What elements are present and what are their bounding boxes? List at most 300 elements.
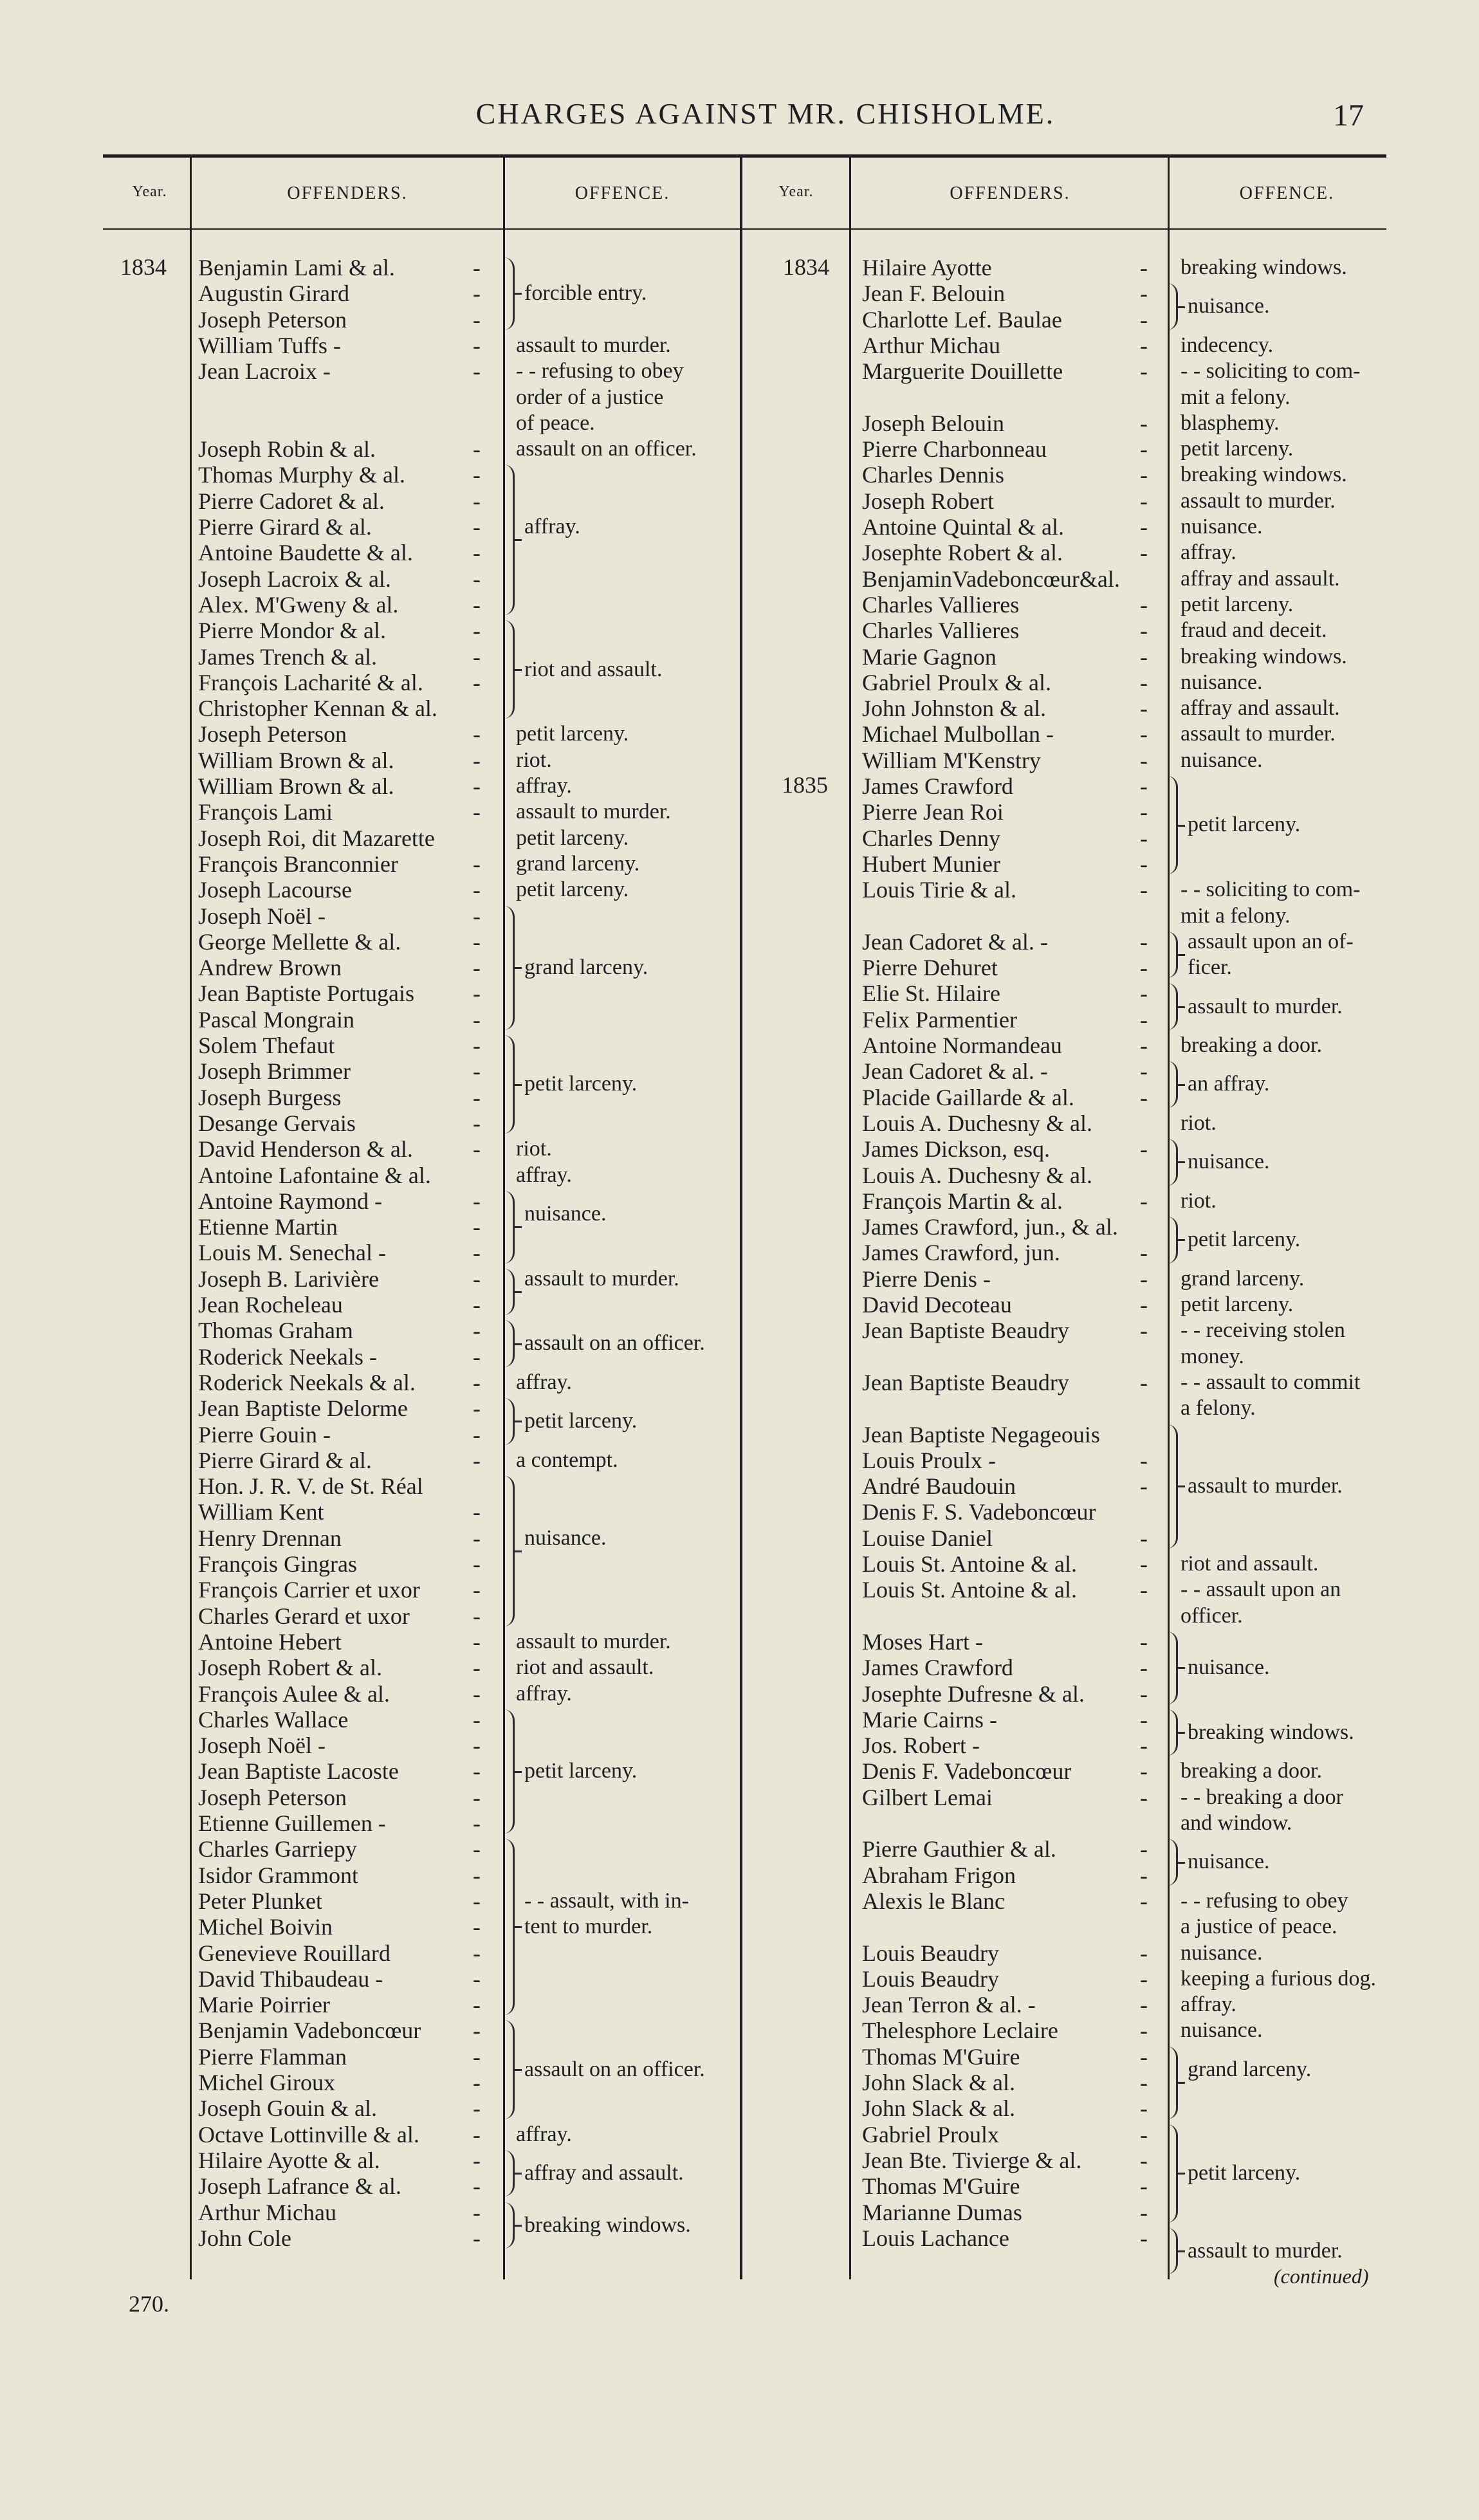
group-offence-text: petit larceny.	[1188, 813, 1301, 837]
group-brace	[504, 1035, 515, 1134]
offender-name: Alex. M'Gweny & al.	[198, 591, 399, 618]
offender-name: William Brown & al.	[198, 747, 394, 773]
offender-name: Gilbert Lemai	[862, 1784, 993, 1810]
offender-name: Louis M. Senechal -	[198, 1240, 386, 1266]
offender-name: John Slack & al.	[862, 2095, 1015, 2122]
leader-dash: -	[473, 2095, 481, 2122]
offender-name: Jean Baptiste Beaudry	[862, 1318, 1069, 1344]
offender-name: Joseph Lafrance & al.	[198, 2173, 401, 2200]
group-brace	[1167, 2124, 1178, 2223]
leader-dash: -	[1140, 306, 1148, 333]
offence-text: affray.	[1180, 540, 1236, 565]
offender-name: François Lami	[198, 799, 333, 825]
leader-dash: -	[1140, 1706, 1148, 1733]
offender-name: Pierre Cadoret & al.	[198, 488, 385, 514]
offender-name: Jean Cadoret & al. -	[862, 928, 1048, 955]
leader-dash: -	[1140, 721, 1148, 748]
offender-name: Denis F. Vadeboncœur	[862, 1758, 1072, 1785]
group-brace	[1167, 1061, 1178, 1108]
leader-dash: -	[473, 1577, 481, 1603]
leader-dash: -	[473, 1551, 481, 1577]
offence-text: affray.	[516, 1163, 572, 1187]
leader-dash: -	[1140, 591, 1148, 618]
offender-name: Thomas M'Guire	[862, 2173, 1020, 2200]
offender-name: Pierre Jean Roi	[862, 799, 1004, 825]
leader-dash: -	[473, 514, 481, 540]
offence-text: - - receiving stolen	[1180, 1318, 1345, 1343]
offence-text: petit larceny.	[516, 825, 629, 850]
col-offence-left: OFFENCE.	[574, 183, 670, 203]
offender-name: Joseph Belouin	[862, 410, 1004, 436]
leader-dash: -	[473, 1940, 481, 1966]
offender-name: Michel Boivin	[198, 1914, 333, 1940]
offender-name: François Branconnier	[198, 851, 398, 877]
offender-name: François Lacharité & al.	[198, 669, 423, 695]
col-year-right: Year.	[778, 183, 814, 200]
leader-dash: -	[1140, 1240, 1148, 1266]
offence-text: assault to murder.	[516, 333, 671, 357]
group-offence-text: forcible entry.	[524, 281, 647, 306]
leader-dash: -	[473, 1214, 481, 1240]
offender-name: Jean Baptiste Delorme	[198, 1395, 408, 1422]
offender-name: Joseph Brimmer	[198, 1058, 351, 1085]
offence-text: assault to murder.	[516, 1629, 671, 1653]
offence-text: a felony.	[1180, 1396, 1256, 1421]
offence-text: petit larceny.	[516, 722, 629, 746]
offence-text: and window.	[1180, 1811, 1292, 1835]
leader-dash: -	[473, 2173, 481, 2200]
group-brace	[504, 1398, 515, 1445]
group-brace	[504, 1191, 515, 1264]
group-offence-text: riot and assault.	[524, 657, 663, 681]
group-brace	[1167, 776, 1178, 874]
offence-text: mit a felony.	[1180, 903, 1291, 928]
group-brace	[504, 2150, 515, 2197]
leader-dash: -	[1140, 1758, 1148, 1785]
page-number: 17	[1333, 98, 1364, 133]
leader-dash: -	[1140, 643, 1148, 670]
offence-text: affray.	[516, 1370, 572, 1394]
offender-name: Antoine Hebert	[198, 1628, 342, 1655]
leader-dash: -	[473, 1914, 481, 1940]
offence-text: breaking a door.	[1180, 1759, 1322, 1783]
offender-name: Thelesphore Leclaire	[862, 2018, 1058, 2044]
leader-dash: -	[473, 1628, 481, 1655]
offender-name: Joseph Robert & al.	[198, 1655, 382, 1681]
offender-name: Joseph Gouin & al.	[198, 2095, 377, 2122]
year-label-left: 1834	[120, 254, 167, 280]
offender-name: Antoine Raymond -	[198, 1188, 382, 1214]
offender-name: Joseph Robert	[862, 488, 994, 514]
offender-name: Roderick Neekals & al.	[198, 1369, 416, 1395]
leader-dash: -	[1140, 1033, 1148, 1058]
group-offence-text: petit larceny.	[524, 1072, 638, 1096]
offence-text: riot.	[1180, 1110, 1217, 1135]
year-label-right-1834: 1834	[783, 254, 829, 280]
offence-text: petit larceny.	[1180, 1292, 1294, 1316]
offender-name: Jean Cadoret & al. -	[862, 1058, 1048, 1085]
offender-name: Louis A. Duchesny & al.	[862, 1110, 1092, 1136]
group-brace	[504, 257, 515, 330]
offender-name: François Aulee & al.	[198, 1680, 390, 1707]
group-brace	[1167, 283, 1178, 330]
continued-note: (continued)	[1274, 2265, 1369, 2288]
left-year-divider	[190, 156, 192, 2279]
group-brace	[1167, 1217, 1178, 1264]
leader-dash: -	[1140, 851, 1148, 877]
leader-dash: -	[473, 436, 481, 463]
group-brace	[1167, 2046, 1178, 2119]
offence-text: order of a justice	[516, 385, 664, 409]
offender-name: David Decoteau	[862, 1292, 1012, 1318]
leader-dash: -	[1140, 1733, 1148, 1759]
leader-dash: -	[1140, 1940, 1148, 1966]
group-offence-text: breaking windows.	[524, 2212, 691, 2237]
leader-dash: -	[1140, 436, 1148, 463]
leader-dash: -	[473, 2225, 481, 2251]
leader-dash: -	[473, 643, 481, 670]
group-offence-text: nuisance.	[524, 1525, 607, 1550]
offender-name: Josephte Dufresne & al.	[862, 1680, 1085, 1707]
leader-dash: -	[1140, 1136, 1148, 1163]
leader-dash: -	[1140, 1628, 1148, 1655]
offence-text: affray.	[516, 2122, 572, 2146]
offender-name: Etienne Guillemen -	[198, 1810, 386, 1836]
offender-name: Hilaire Ayotte	[862, 255, 992, 281]
leader-dash: -	[1140, 410, 1148, 436]
offender-name: Pierre Girard & al.	[198, 1447, 372, 1473]
offender-name: Benjamin Vadeboncœur	[198, 2018, 421, 2044]
offender-name: Antoine Quintal & al.	[862, 514, 1064, 540]
offence-text: blasphemy.	[1180, 410, 1280, 435]
offence-text: - - refusing to obey	[1180, 1888, 1348, 1913]
col-offenders-left: OFFENDERS.	[287, 183, 408, 203]
offender-name: François Carrier et uxor	[198, 1577, 420, 1603]
offender-name: BenjaminVadeboncœur&al.	[862, 566, 1120, 592]
leader-dash: -	[473, 1084, 481, 1110]
group-brace	[504, 2020, 515, 2119]
leader-dash: -	[473, 1265, 481, 1292]
group-offence-text: petit larceny.	[524, 1409, 638, 1433]
offence-text: a contempt.	[516, 1448, 618, 1472]
leader-dash: -	[1140, 955, 1148, 981]
leader-dash: -	[1140, 1084, 1148, 1110]
leader-dash: -	[473, 1706, 481, 1733]
offender-name: Antoine Baudette & al.	[198, 540, 413, 566]
offence-text: riot.	[516, 1137, 552, 1161]
leader-dash: -	[473, 747, 481, 773]
offender-name: Joseph B. Larivière	[198, 1265, 379, 1292]
offender-name: Joseph Burgess	[198, 1084, 342, 1110]
offence-text: assault to murder.	[1180, 722, 1336, 746]
leader-dash: -	[473, 358, 481, 385]
offender-name: Alexis le Blanc	[862, 1888, 1005, 1914]
group-brace	[1167, 932, 1178, 979]
offender-name: Antoine Normandeau	[862, 1033, 1062, 1058]
leader-dash: -	[473, 2018, 481, 2044]
offender-name: Octave Lottinville & al.	[198, 2121, 419, 2148]
leader-dash: -	[1140, 747, 1148, 773]
group-brace	[1167, 1709, 1178, 1756]
group-offence-text: nuisance.	[1188, 294, 1270, 318]
leader-dash: -	[473, 1318, 481, 1344]
leader-dash: -	[473, 799, 481, 825]
year-label-right-1835: 1835	[782, 772, 828, 798]
offender-name: André Baudouin	[862, 1473, 1016, 1500]
offender-name: Joseph Peterson	[198, 306, 347, 333]
offence-text: - - refusing to obey	[516, 359, 684, 383]
offence-text: grand larceny.	[516, 851, 640, 876]
offence-text: assault to murder.	[1180, 488, 1336, 513]
col-year-left: Year.	[132, 183, 167, 200]
leader-dash: -	[1140, 799, 1148, 825]
offence-text: - - breaking a door	[1180, 1785, 1344, 1809]
offender-name: Pierre Mondor & al.	[198, 618, 386, 644]
group-offence-text: - - assault, with in-	[524, 1888, 689, 1913]
offender-name: Joseph Peterson	[198, 721, 347, 748]
leader-dash: -	[1140, 1965, 1148, 1992]
offender-name: William M'Kenstry	[862, 747, 1041, 773]
leader-dash: -	[1140, 1473, 1148, 1500]
offender-name: Louis Beaudry	[862, 1965, 999, 1992]
leader-dash: -	[473, 1758, 481, 1785]
leader-dash: -	[473, 1395, 481, 1422]
offence-text: riot and assault.	[1180, 1552, 1319, 1576]
leader-dash: -	[473, 1655, 481, 1681]
leader-dash: -	[1140, 980, 1148, 1007]
offender-name: Jos. Robert -	[862, 1733, 980, 1759]
leader-dash: -	[1140, 255, 1148, 281]
offender-name: Pierre Flamman	[198, 2043, 347, 2070]
offender-name: Louise Daniel	[862, 1525, 993, 1551]
offender-name: Pierre Gauthier & al.	[862, 1836, 1056, 1862]
leader-dash: -	[473, 2070, 481, 2095]
offender-name: Thomas M'Guire	[862, 2043, 1020, 2070]
offender-name: Jean Baptiste Negageouis	[862, 1421, 1100, 1448]
offence-text: fraud and deceit.	[1180, 618, 1327, 643]
leader-dash: -	[473, 669, 481, 695]
offence-text: nuisance.	[1180, 1940, 1263, 1965]
offender-name: Charlotte Lef. Baulae	[862, 306, 1062, 333]
offender-name: Louis A. Duchesny & al.	[862, 1162, 1092, 1188]
offender-name: Henry Drennan	[198, 1525, 342, 1551]
offender-name: Charles Dennis	[862, 462, 1004, 488]
offender-name: Jean Baptiste Beaudry	[862, 1369, 1069, 1395]
group-offence-text: nuisance.	[1188, 1655, 1270, 1680]
offender-name: Hon. J. R. V. de St. Réal	[198, 1473, 423, 1500]
leader-dash: -	[1140, 1862, 1148, 1888]
leader-dash: -	[473, 903, 481, 929]
offender-name: Jean Baptiste Lacoste	[198, 1758, 399, 1785]
offence-text: - - soliciting to com-	[1180, 359, 1361, 383]
leader-dash: -	[473, 2147, 481, 2173]
offender-name: Charles Denny	[862, 825, 1000, 851]
offender-name: Joseph Roi, dit Mazarette	[198, 825, 435, 851]
offence-text: mit a felony.	[1180, 385, 1291, 409]
group-offence-text: grand larceny.	[524, 955, 648, 980]
group-brace	[1167, 1139, 1178, 1186]
offender-name: Pierre Gouin -	[198, 1421, 331, 1448]
leader-dash: -	[1140, 1784, 1148, 1810]
leader-dash: -	[473, 1058, 481, 1085]
leader-dash: -	[473, 980, 481, 1007]
offender-name: François Martin & al.	[862, 1188, 1063, 1214]
leader-dash: -	[473, 2199, 481, 2225]
group-offence-text: grand larceny.	[1188, 2057, 1312, 2081]
offender-name: Joseph Lacroix & al.	[198, 566, 391, 592]
offence-text: riot.	[1180, 1188, 1217, 1213]
offence-text: - - assault to commit	[1180, 1370, 1361, 1394]
offender-name: Charles Wallace	[198, 1706, 349, 1733]
leader-dash: -	[473, 306, 481, 333]
offender-name: Charles Vallieres	[862, 591, 1020, 618]
offence-text: riot.	[516, 748, 552, 772]
leader-dash: -	[473, 1421, 481, 1448]
leader-dash: -	[1140, 2225, 1148, 2251]
offender-name: William Tuffs -	[198, 332, 341, 358]
offender-name: Joseph Peterson	[198, 1784, 347, 1810]
offence-text: indecency.	[1180, 333, 1274, 357]
right-year-divider	[849, 156, 851, 2279]
offender-name: Marianne Dumas	[862, 2199, 1022, 2225]
leader-dash: -	[473, 1136, 481, 1163]
offender-name: James Crawford	[862, 773, 1013, 799]
leader-dash: -	[473, 1447, 481, 1473]
offender-name: Elie St. Hilaire	[862, 980, 1000, 1007]
group-offence-text: petit larceny.	[524, 1759, 638, 1783]
leader-dash: -	[473, 488, 481, 514]
group-offence-text: nuisance.	[1188, 1150, 1270, 1174]
offender-name: Desange Gervais	[198, 1110, 356, 1136]
offender-name: Marie Cairns -	[862, 1706, 997, 1733]
offender-name: William Brown & al.	[198, 773, 394, 799]
leader-dash: -	[473, 1992, 481, 2018]
leader-dash: -	[473, 591, 481, 618]
offender-name: Genevieve Rouillard	[198, 1940, 390, 1966]
offender-name: Christopher Kennan & al.	[198, 695, 437, 722]
leader-dash: -	[473, 1965, 481, 1992]
offender-name: Jean Rocheleau	[198, 1292, 343, 1318]
offender-name: Etienne Martin	[198, 1214, 338, 1240]
group-brace	[1167, 1839, 1178, 1886]
leader-dash: -	[1140, 540, 1148, 566]
offender-name: Marie Gagnon	[862, 643, 997, 670]
offender-name: James Crawford, jun.	[862, 1240, 1060, 1266]
group-offence-text: assault to murder.	[1188, 2238, 1343, 2263]
offender-name: Jean Bte. Tivierge & al.	[862, 2147, 1082, 2173]
offence-text: breaking windows.	[1180, 463, 1347, 487]
group-offence-text: assault upon an of-	[1188, 929, 1354, 953]
offender-name: Benjamin Lami & al.	[198, 255, 395, 281]
offender-name: Joseph Noël -	[198, 1733, 326, 1759]
group-brace	[1167, 983, 1178, 1030]
leader-dash: -	[1140, 1447, 1148, 1473]
leader-dash: -	[1140, 281, 1148, 307]
offender-name: Arthur Michau	[198, 2199, 336, 2225]
offence-text: breaking a door.	[1180, 1033, 1322, 1057]
leader-dash: -	[473, 2121, 481, 2148]
offender-name: Antoine Lafontaine & al.	[198, 1162, 431, 1188]
leader-dash: -	[1140, 1577, 1148, 1603]
offence-text: petit larceny.	[1180, 592, 1294, 616]
leader-dash: -	[473, 255, 481, 281]
leader-dash: -	[1140, 618, 1148, 644]
col-offenders-right: OFFENDERS.	[950, 183, 1070, 203]
offender-name: Denis F. S. Vadeboncœur	[862, 1499, 1096, 1525]
leader-dash: -	[1140, 2147, 1148, 2173]
group-offence-text: petit larceny.	[1188, 2161, 1301, 2185]
offender-name: Louis Lachance	[862, 2225, 1009, 2251]
offence-text: affray and assault.	[1180, 566, 1340, 591]
leader-dash: -	[473, 1680, 481, 1707]
offender-name: Arthur Michau	[862, 332, 1000, 358]
offence-text: assault on an officer.	[516, 437, 697, 461]
offender-name: Abraham Frigon	[862, 1862, 1016, 1888]
group-offence-text: petit larceny.	[1188, 1228, 1301, 1252]
leader-dash: -	[1140, 1836, 1148, 1862]
offender-name: John Cole	[198, 2225, 292, 2251]
group-offence-text: nuisance.	[524, 1201, 607, 1226]
offender-name: James Dickson, esq.	[862, 1136, 1050, 1163]
offender-name: Jean Lacroix -	[198, 358, 331, 385]
leader-dash: -	[1140, 462, 1148, 488]
leader-dash: -	[1140, 2018, 1148, 2044]
group-offence-text: assault on an officer.	[524, 2057, 705, 2081]
group-brace	[504, 1320, 515, 1367]
group-offence-text: breaking windows.	[1188, 1720, 1354, 1744]
offender-name: David Henderson & al.	[198, 1136, 413, 1163]
leader-dash: -	[473, 773, 481, 799]
group-brace	[504, 620, 515, 719]
leader-dash: -	[473, 1188, 481, 1214]
offender-name: Michel Giroux	[198, 2070, 335, 2095]
leader-dash: -	[1140, 1888, 1148, 1914]
header-top-rule	[103, 154, 1386, 158]
offence-text: breaking windows.	[1180, 644, 1347, 668]
leader-dash: -	[473, 1784, 481, 1810]
offender-name: Moses Hart -	[862, 1628, 983, 1655]
offender-name: Marguerite Douillette	[862, 358, 1063, 385]
leader-dash: -	[473, 1369, 481, 1395]
leader-dash: -	[473, 851, 481, 877]
offence-text: riot and assault.	[516, 1655, 654, 1680]
leader-dash: -	[1140, 2199, 1148, 2225]
leader-dash: -	[1140, 488, 1148, 514]
leader-dash: -	[1140, 1992, 1148, 2018]
group-offence-text: assault to murder.	[524, 1266, 679, 1291]
leader-dash: -	[1140, 669, 1148, 695]
leader-dash: -	[473, 1836, 481, 1862]
offender-name: Joseph Noël -	[198, 903, 326, 929]
leader-dash: -	[1140, 877, 1148, 903]
leader-dash: -	[1140, 1680, 1148, 1707]
offender-name: Felix Parmentier	[862, 1006, 1017, 1033]
leader-dash: -	[1140, 1369, 1148, 1395]
group-offence-text: assault to murder.	[1188, 994, 1343, 1018]
offender-name: Roderick Neekals -	[198, 1343, 377, 1370]
group-offence-text: an affray.	[1188, 1072, 1270, 1096]
group-offence-text: assault to murder.	[1188, 1474, 1343, 1498]
offender-name: John Slack & al.	[862, 2070, 1015, 2095]
offender-name: James Crawford	[862, 1655, 1013, 1681]
group-offence-text: tent to murder.	[524, 1915, 653, 1939]
offender-name: Augustin Girard	[198, 281, 349, 307]
offender-name: Joseph Robin & al.	[198, 436, 376, 463]
leader-dash: -	[473, 462, 481, 488]
offender-name: Pascal Mongrain	[198, 1006, 354, 1033]
offender-name: Isidor Grammont	[198, 1862, 358, 1888]
offence-text: grand larceny.	[1180, 1266, 1305, 1291]
